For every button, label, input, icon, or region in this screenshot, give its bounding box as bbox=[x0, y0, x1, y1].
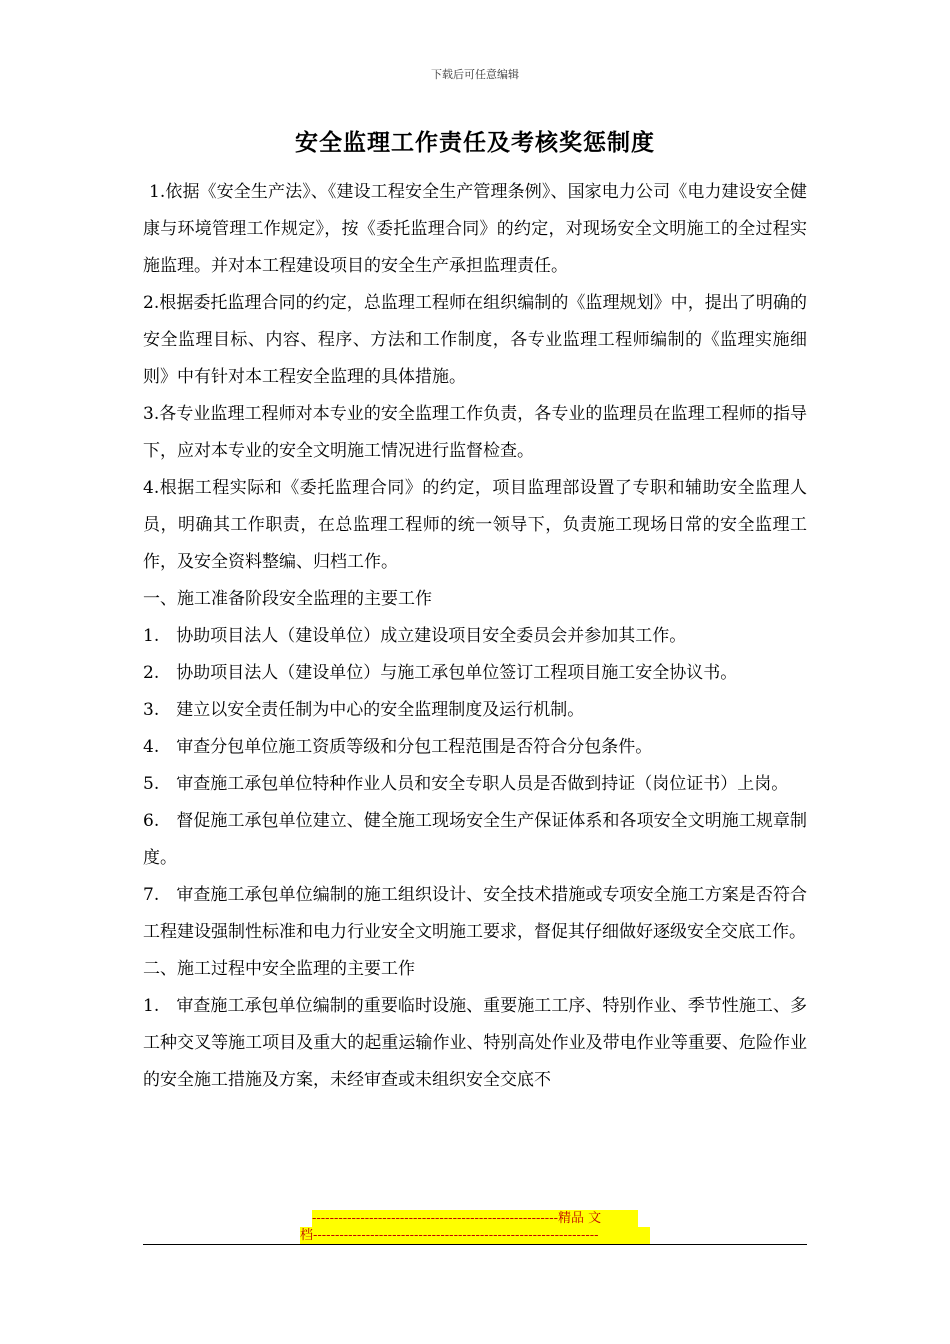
footer-banner-line-2: 档----------------------------------------------------------------- bbox=[300, 1227, 650, 1244]
list-item: 4. 审查分包单位施工资质等级和分包工程范围是否符合分包条件。 bbox=[143, 737, 653, 757]
section-heading-1: 一、施工准备阶段安全监理的主要工作 bbox=[143, 589, 432, 609]
list-item: 1. 审查施工承包单位编制的重要临时设施、重要施工工序、特别作业、季节性施工、多工种交叉等施工项目及重大的起重运输作业、特别高处作业及带电作业等重要、危险作业的安全施工措施及方案，未经审查或未组织安全交底不 bbox=[143, 996, 807, 1090]
list-item: 5. 审查施工承包单位特种作业人员和安全专职人员是否做到持证（岗位证书）上岗。 bbox=[143, 774, 789, 794]
paragraph-4: 4.根据工程实际和《委托监理合同》的约定，项目监理部设置了专职和辅助安全监理人员，明确其工作职责，在总监理工程师的统一领导下，负责施工现场日常的安全监理工作，及安全资料整编、归档工作。 bbox=[143, 478, 807, 572]
list-item: 3. 建立以安全责任制为中心的安全监理制度及运行机制。 bbox=[143, 700, 585, 720]
footer-banner-line-1: --------------------------------------------------------精品 文 bbox=[312, 1210, 638, 1227]
list-item: 6. 督促施工承包单位建立、健全施工现场安全生产保证体系和各项安全文明施工规章制度。 bbox=[143, 811, 807, 868]
paragraph-2: 2.根据委托监理合同的约定，总监理工程师在组织编制的《监理规划》中，提出了明确的安全监理目标、内容、程序、方法和工作制度，各专业监理工程师编制的《监理实施细则》中有针对本工程安全监理的具体措施。 bbox=[143, 293, 807, 387]
list-item: 7. 审查施工承包单位编制的施工组织设计、安全技术措施或专项安全施工方案是否符合工程建设强制性标准和电力行业安全文明施工要求，督促其仔细做好逐级安全交底工作。 bbox=[143, 885, 807, 942]
section-heading-2: 二、施工过程中安全监理的主要工作 bbox=[143, 959, 415, 979]
list-item: 1. 协助项目法人（建设单位）成立建设项目安全委员会并参加其工作。 bbox=[143, 626, 687, 646]
paragraph-1: 1.依据《安全生产法》、《建设工程安全生产管理条例》、国家电力公司《电力建设安全健康与环境管理工作规定》，按《委托监理合同》的约定，对现场安全文明施工的全过程实施监理。并对本工程建设项目的安全生产承担监理责任。 bbox=[143, 182, 807, 276]
document-title: 安全监理工作责任及考核奖惩制度 bbox=[295, 129, 655, 156]
paragraph-3: 3.各专业监理工程师对本专业的安全监理工作负责，各专业的监理员在监理工程师的指导下，应对本专业的安全文明施工情况进行监督检查。 bbox=[143, 404, 807, 461]
header-note: 下载后可任意编辑 bbox=[431, 68, 519, 81]
footer-banner bbox=[300, 1210, 650, 1244]
list-item: 2. 协助项目法人（建设单位）与施工承包单位签订工程项目施工安全协议书。 bbox=[143, 663, 738, 683]
footer-divider bbox=[143, 1244, 807, 1245]
document-body bbox=[143, 174, 807, 1099]
